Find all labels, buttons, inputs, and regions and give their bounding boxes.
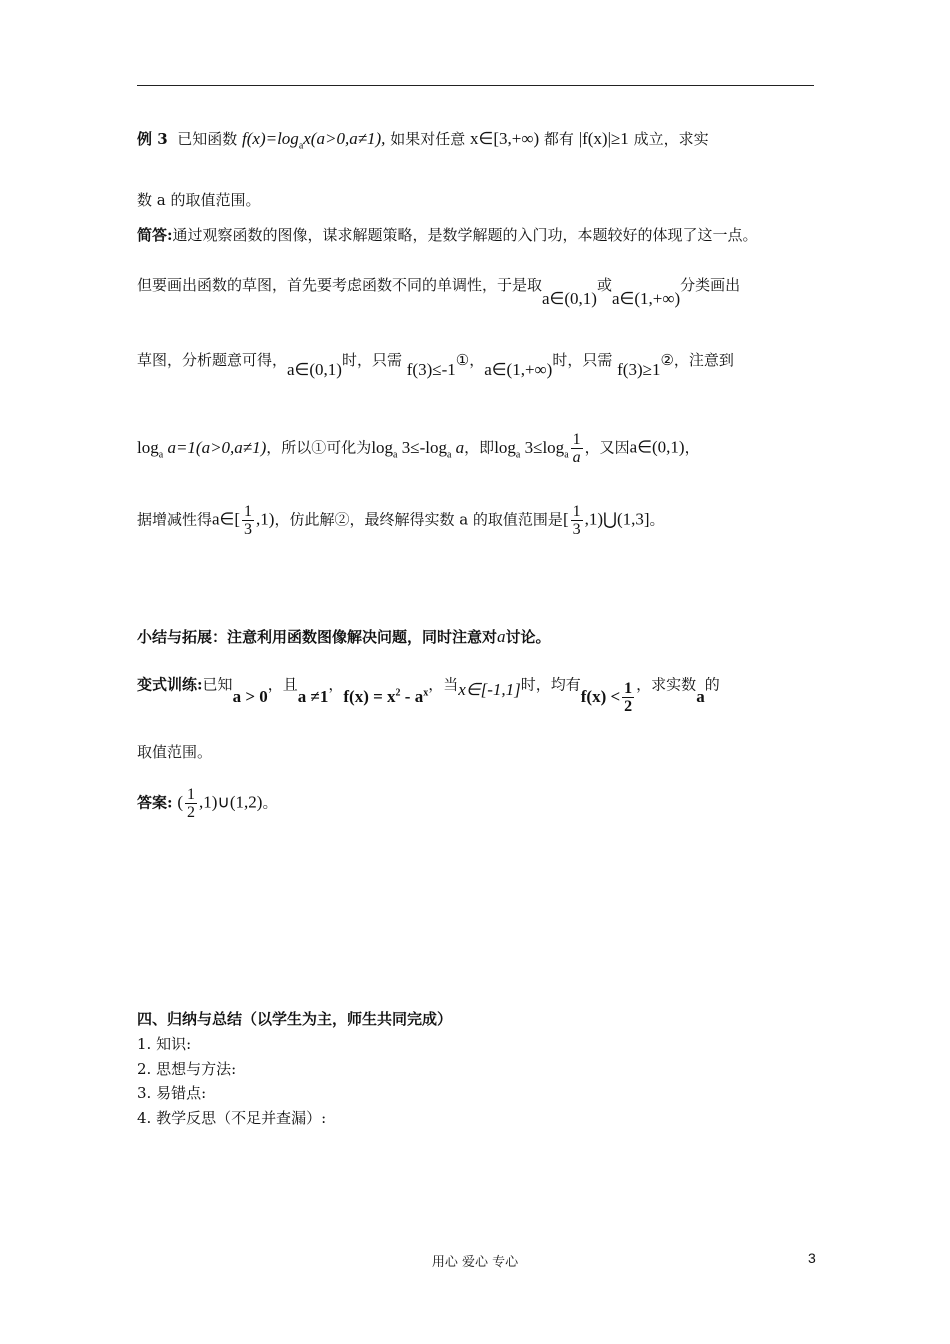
x-interval: x∈[-1,1] bbox=[458, 679, 521, 699]
text: 。 bbox=[262, 793, 278, 812]
variant-line2: 取值范围。 bbox=[137, 743, 213, 761]
f-lt-half: f(x) < bbox=[580, 686, 621, 706]
result-math: [ bbox=[562, 509, 569, 529]
text: 的 bbox=[704, 675, 720, 694]
fraction-one-half: $\frac{1}{2}$ bbox=[624, 680, 633, 715]
text: 时，均有 bbox=[520, 675, 581, 694]
text: ② bbox=[660, 351, 674, 369]
case2-math: a∈(1,+∞) bbox=[484, 360, 553, 379]
function-def: $f(x)=\log_ax(a>0,a\ne 1)$, bbox=[242, 129, 386, 152]
cond-a-ne-1: a ≠1 bbox=[297, 686, 329, 706]
example3-line2: 数 a 的取值范围。 bbox=[137, 191, 261, 209]
condition-text: 如果对任意 bbox=[390, 130, 466, 148]
condition-text-3: 成立，求实 bbox=[633, 130, 709, 148]
text: ， bbox=[328, 675, 344, 694]
condition-text-2: 都有 bbox=[543, 130, 574, 148]
log-identity: $\log_a a=1(a>0,a\ne 1)$ bbox=[137, 437, 267, 460]
variant-label: 变式训练: bbox=[137, 675, 203, 694]
text: 或 bbox=[596, 276, 612, 294]
section4-item: 4. 教学反思（不足并查漏）: bbox=[137, 1109, 327, 1127]
fraction-one-third: $\frac{1}{3}$ bbox=[244, 503, 253, 538]
x-range: x∈[3,+∞) bbox=[470, 129, 540, 148]
text: 草图，分析题意可得， bbox=[137, 351, 288, 369]
text: 讨论。 bbox=[505, 628, 551, 646]
text: ① bbox=[455, 351, 470, 369]
text: 时，只需 bbox=[341, 351, 402, 369]
text: 据增减性得 bbox=[137, 510, 213, 529]
text: ，求实数 bbox=[636, 675, 697, 694]
text: ，即 bbox=[464, 438, 495, 457]
text: ，当 bbox=[428, 675, 459, 694]
brief-answer-line1 bbox=[137, 224, 817, 245]
text: ，所以①可化为 bbox=[266, 438, 372, 457]
text: 已知 bbox=[202, 675, 233, 694]
inequality-1: $\log_a 3\le-\log_a$ a bbox=[371, 437, 465, 460]
f3-ge-math: f(3)≥1 bbox=[617, 360, 661, 379]
range-math: a∈[ bbox=[212, 509, 241, 529]
abs-condition: |f(x)|≥1 bbox=[578, 129, 629, 148]
text: 分类画出 bbox=[680, 276, 741, 294]
function-variant: $f(x) = x^2 - a^x$ bbox=[343, 686, 429, 706]
summary-label: 小结与拓展：注意利用函数图像解决问题，同时注意对 bbox=[137, 628, 498, 646]
answer-math: ,1)∪(1,2) bbox=[199, 792, 263, 812]
section4-title: 四、归纳与总结（以学生为主，师生共同完成） bbox=[137, 1010, 453, 1028]
text: ， bbox=[684, 438, 700, 457]
section4-item: 3. 易错点: bbox=[137, 1084, 207, 1102]
f3-le-math: f(3)≤-1 bbox=[406, 360, 456, 379]
text: ，又因 bbox=[584, 438, 630, 457]
header-rule bbox=[137, 85, 814, 86]
final-answer-label: 答案: bbox=[137, 793, 173, 812]
brief-answer-text: 通过观察函数的图像，谋求解题策略，是数学解题的入门功，本题较好的体现了这一点。 bbox=[172, 226, 758, 244]
cond-a-gt-0: a > 0 bbox=[232, 686, 268, 706]
brief-answer-line2 bbox=[137, 274, 817, 308]
fraction-one-third: $\frac{1}{3}$ bbox=[572, 503, 581, 538]
summary-line bbox=[137, 626, 817, 647]
brief-answer-line5 bbox=[137, 503, 817, 538]
case2-math: a∈(1,+∞) bbox=[611, 289, 681, 308]
example-intro: 已知函数 bbox=[177, 130, 238, 148]
case1-math: a∈(0,1) bbox=[542, 289, 597, 308]
answer-math: ( bbox=[177, 792, 183, 812]
footer-slogan: 用心 爱心 专心 bbox=[431, 1255, 519, 1270]
section4-item: 1. 知识: bbox=[137, 1035, 192, 1053]
fraction-one-over-a: $\frac{1}{a}$ bbox=[572, 431, 581, 466]
inequality-2: $\log_a 3\le\log_a$ bbox=[494, 437, 569, 460]
text: ， bbox=[469, 351, 485, 369]
page-number: 3 bbox=[808, 1250, 816, 1266]
example3-line1 bbox=[137, 128, 817, 151]
text: ，注意到 bbox=[673, 351, 734, 369]
brief-answer-line3 bbox=[137, 349, 817, 379]
text: ，仿此解②，最终解得实数 a 的取值范围是 bbox=[274, 510, 563, 529]
section4-item: 2. 思想与方法: bbox=[137, 1060, 237, 1078]
var-a: a bbox=[497, 627, 506, 646]
var-a: a bbox=[696, 686, 705, 706]
fraction-one-half: $\frac{1}{2}$ bbox=[187, 786, 195, 821]
final-answer-line bbox=[137, 786, 817, 821]
example-label: 例 3 bbox=[137, 130, 168, 148]
brief-answer-label: 简答: bbox=[137, 226, 173, 244]
case1-math: a∈(0,1) bbox=[287, 360, 342, 379]
range-math: ,1) bbox=[256, 509, 275, 529]
variant-line1 bbox=[137, 668, 817, 715]
text: 时，只需 bbox=[552, 351, 613, 369]
case1-math: a∈(0,1) bbox=[629, 437, 685, 457]
text: 。 bbox=[649, 510, 665, 529]
text: ，且 bbox=[267, 675, 298, 694]
result-math: ,1)⋃(1,3] bbox=[584, 509, 650, 529]
text: 但要画出函数的草图，首先要考虑函数不同的单调性，于是取 bbox=[137, 276, 543, 294]
brief-answer-line4 bbox=[137, 431, 817, 466]
